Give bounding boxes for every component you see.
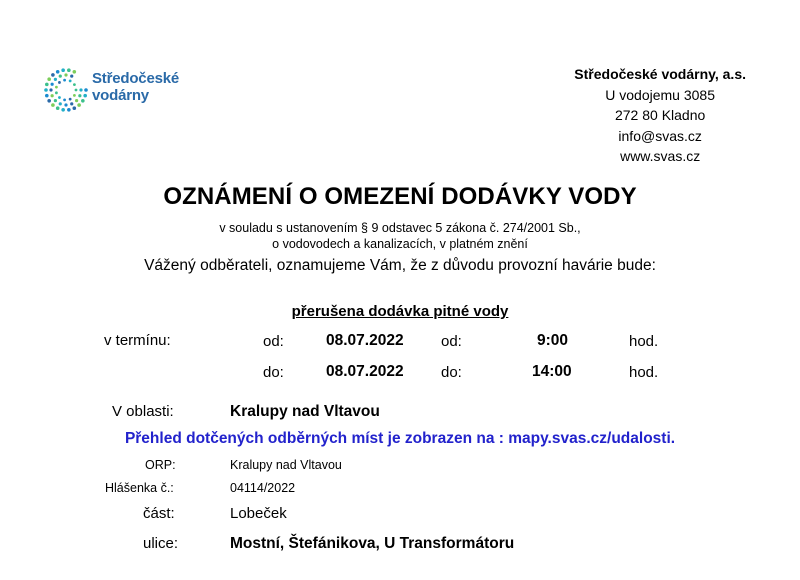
part-value: Lobeček [230, 505, 287, 522]
from-time-label: od: [441, 333, 462, 350]
logo-dot [69, 98, 72, 101]
affected-places-link[interactable]: Přehled dotčených odběrných míst je zobrazen na : mapy.svas.cz/udalosti. [124, 430, 676, 447]
logo-dot [58, 81, 61, 84]
company-logo [42, 66, 202, 114]
part-label: část: [143, 505, 175, 522]
logo-dot [45, 94, 49, 98]
logo-dot [63, 99, 66, 102]
legal-line-1: v souladu s ustanovením § 9 odstavec 5 zákona č. 274/2001 Sb., [219, 221, 581, 235]
logo-text [92, 70, 179, 104]
logo-dot [61, 68, 65, 72]
logo-dot [45, 83, 49, 87]
logo-dot [73, 70, 77, 74]
greeting: Vážený odběrateli, oznamujeme Vám, že z důvodu provozní havárie bude: [144, 257, 656, 274]
logo-dot [55, 91, 58, 94]
logo-dot [54, 78, 57, 81]
street-label: ulice: [143, 535, 179, 552]
logo-dot [67, 108, 71, 112]
company-street: U vodojemu 3085 [605, 86, 716, 103]
to-date: 08.07.2022 [326, 363, 404, 380]
water-drops-logo-icon [42, 66, 90, 114]
logo-dot [70, 102, 73, 105]
logo-dot [81, 99, 85, 103]
to-time-unit: hod. [629, 364, 659, 381]
orp-label: ORP: [145, 458, 176, 472]
from-time-unit: hod. [629, 333, 659, 350]
logo-dot [79, 88, 82, 91]
logo-dot [49, 88, 52, 91]
logo-dot [59, 75, 62, 78]
logo-dot [54, 99, 57, 102]
logo-dot [77, 103, 81, 107]
logo-dot [67, 68, 71, 72]
logo-dot [51, 73, 55, 77]
logo-dot [73, 83, 76, 86]
legal-notice [0, 220, 800, 252]
from-date-label: od: [263, 333, 284, 350]
to-date-label: do: [263, 364, 284, 381]
from-date: 08.07.2022 [326, 332, 404, 349]
logo-dot [61, 108, 65, 112]
logo-dot [73, 106, 77, 110]
report-number-value: 04114/2022 [230, 481, 296, 495]
area-value: Kralupy nad Vltavou [230, 403, 380, 420]
company-address [574, 64, 746, 167]
logo-dot [55, 86, 58, 89]
logo-line-1: Středočeské [92, 70, 180, 87]
street-value: Mostní, Štefánikova, U Transformátoru [230, 535, 515, 552]
logo-dot [58, 96, 61, 99]
logo-dot [83, 94, 87, 98]
to-time: 14:00 [532, 363, 572, 380]
logo-dot [63, 79, 66, 82]
page-title: OZNÁMENÍ O OMEZENÍ DODÁVKY VODY [163, 183, 637, 210]
company-name: Středočeské vodárny, a.s. [574, 66, 746, 82]
logo-dot [75, 99, 78, 102]
report-number-label: Hlášenka č.: [105, 481, 174, 495]
logo-dot [51, 83, 54, 86]
area-label: V oblasti: [112, 403, 174, 420]
logo-dot [56, 70, 60, 74]
logo-dot [64, 73, 67, 76]
logo-dot [75, 89, 78, 92]
orp-value: Kralupy nad Vltavou [230, 458, 342, 472]
logo-dot [44, 88, 48, 92]
logo-dot [84, 88, 88, 92]
logo-dot [73, 94, 76, 97]
logo-dot [51, 94, 54, 97]
logo-dot [59, 102, 62, 105]
to-time-label: do: [441, 364, 462, 381]
logo-dot [64, 103, 67, 106]
term-label: v termínu: [104, 332, 171, 349]
logo-dot [51, 103, 55, 107]
logo-line-2: vodárny [92, 87, 149, 104]
from-time: 9:00 [537, 332, 569, 349]
logo-dot [56, 106, 60, 110]
company-web[interactable]: www.svas.cz [620, 148, 701, 164]
outage-subtitle: přerušena dodávka pitné vody [291, 303, 509, 320]
logo-dot [47, 77, 51, 81]
legal-line-2: o vodovodech a kanalizacích, v platném znění [272, 237, 528, 251]
company-email[interactable]: info@svas.cz [618, 127, 702, 144]
logo-dot [70, 75, 73, 78]
logo-dot [69, 80, 72, 83]
logo-dot [47, 99, 51, 103]
company-city: 272 80 Kladno [614, 107, 706, 123]
logo-dot [78, 94, 81, 97]
